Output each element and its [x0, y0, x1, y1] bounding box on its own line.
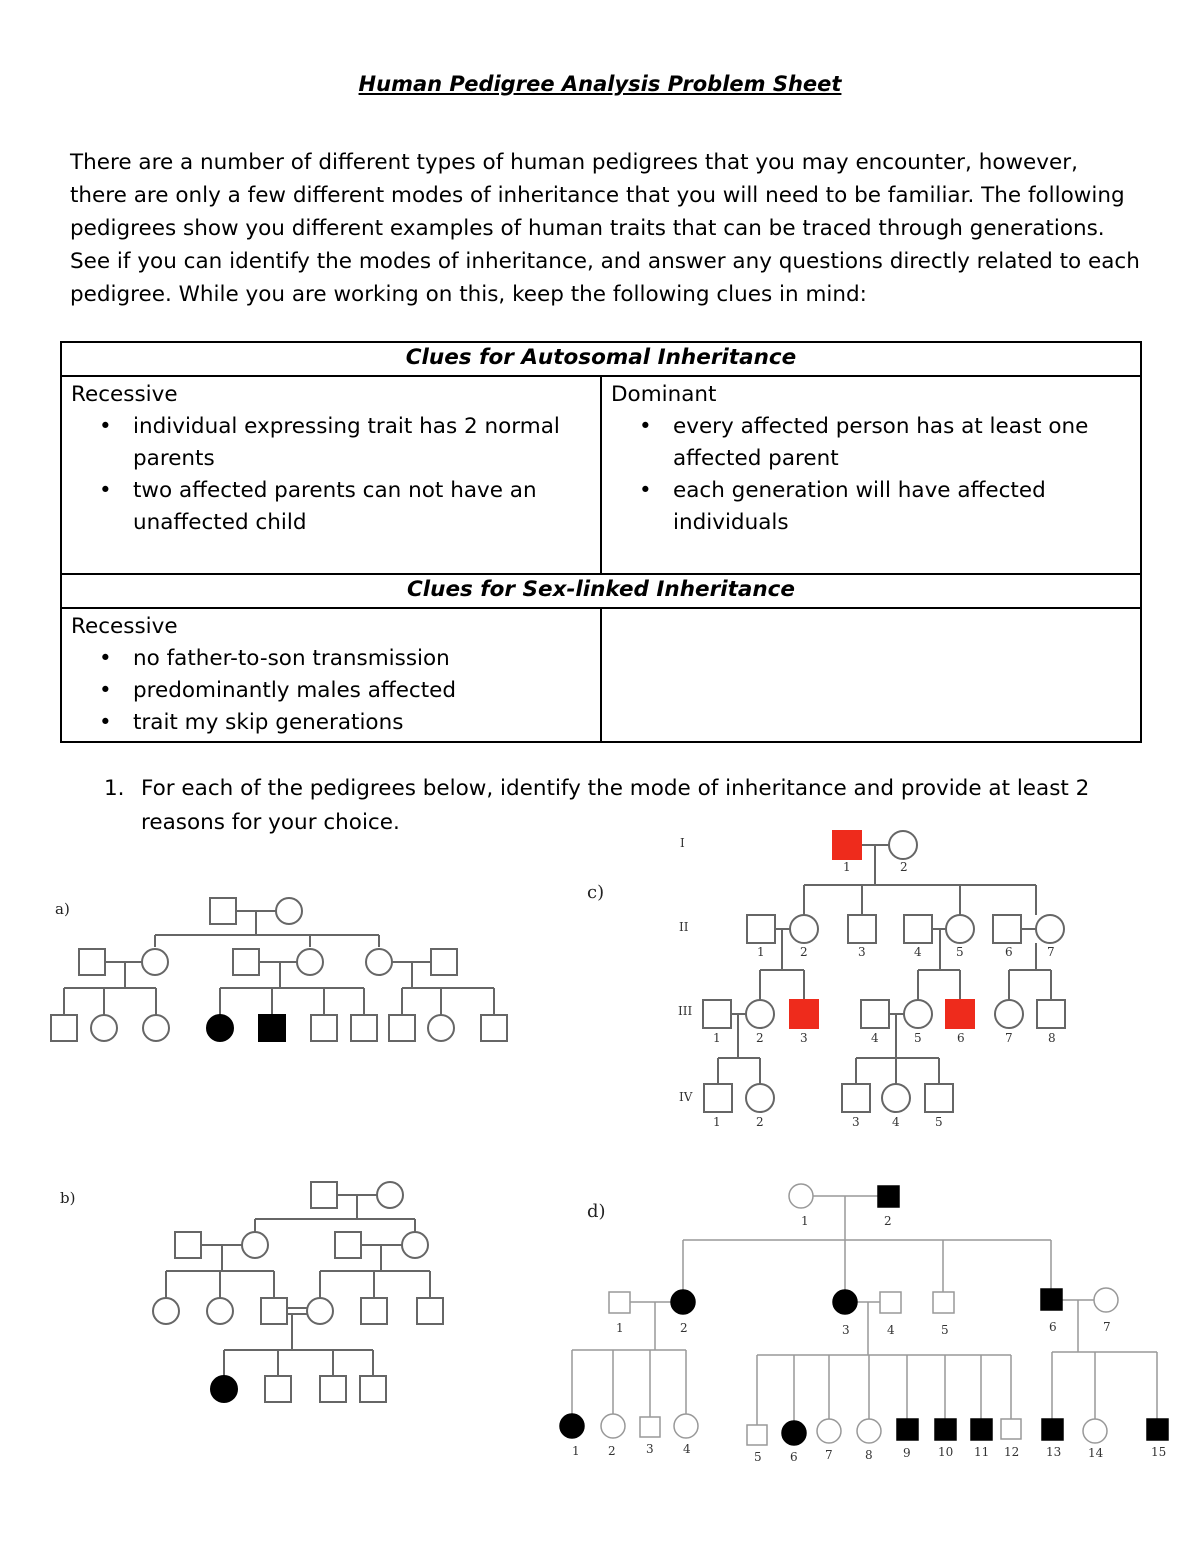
question-text: For each of the pedigrees below, identify the mode of inheritance and provide at least 2 reasons for your choice.	[141, 776, 1090, 835]
autosomal-heading: Clues for Autosomal Inheritance	[61, 342, 1141, 376]
svg-text:3: 3	[842, 1323, 850, 1337]
svg-text:3: 3	[800, 1031, 808, 1045]
pedigree-a	[51, 898, 507, 1041]
svg-text:6: 6	[790, 1450, 798, 1464]
generation-label: III	[678, 1004, 693, 1018]
svg-text:8: 8	[865, 1448, 873, 1462]
svg-text:2: 2	[608, 1444, 616, 1458]
list-item: • trait my skip generations	[133, 707, 591, 739]
svg-text:5: 5	[935, 1115, 943, 1129]
svg-text:6: 6	[1049, 1320, 1057, 1334]
pedigree-d-label: d)	[587, 1201, 606, 1222]
svg-text:1: 1	[713, 1115, 721, 1129]
svg-text:7: 7	[825, 1448, 833, 1462]
svg-text:3: 3	[646, 1442, 654, 1456]
sexlinked-heading: Clues for Sex-linked Inheritance	[61, 574, 1141, 608]
list-item: • each generation will have affected individuals	[673, 475, 1131, 539]
svg-text:1: 1	[843, 860, 851, 874]
svg-text:5: 5	[914, 1031, 922, 1045]
svg-text:11: 11	[974, 1445, 990, 1459]
list-item: • two affected parents can not have an unaffected child	[133, 475, 591, 539]
generation-label: I	[680, 836, 685, 850]
svg-text:7: 7	[1005, 1031, 1013, 1045]
list-item: • no father-to-son transmission	[133, 643, 591, 675]
svg-text:1: 1	[572, 1444, 580, 1458]
svg-text:6: 6	[957, 1031, 965, 1045]
svg-text:2: 2	[900, 860, 908, 874]
svg-text:15: 15	[1151, 1445, 1167, 1459]
svg-text:2: 2	[884, 1214, 892, 1228]
svg-text:7: 7	[1103, 1320, 1111, 1334]
svg-text:4: 4	[683, 1442, 691, 1456]
svg-text:9: 9	[903, 1446, 911, 1460]
list-item: • every affected person has at least one affected parent	[673, 411, 1131, 475]
generation-label: II	[679, 920, 689, 934]
svg-text:1: 1	[616, 1321, 624, 1335]
svg-text:4: 4	[887, 1323, 895, 1337]
pedigree-b	[153, 1182, 443, 1402]
pedigree-c-label: c)	[587, 882, 605, 903]
svg-text:1: 1	[801, 1214, 809, 1228]
autosomal-dominant-label: Dominant	[611, 382, 717, 407]
svg-text:3: 3	[852, 1115, 860, 1129]
svg-text:2: 2	[800, 945, 808, 959]
svg-text:6: 6	[1005, 945, 1013, 959]
svg-text:3: 3	[858, 945, 866, 959]
generation-label: IV	[679, 1090, 693, 1104]
svg-text:4: 4	[871, 1031, 879, 1045]
svg-text:1: 1	[713, 1031, 721, 1045]
page-title: Human Pedigree Analysis Problem Sheet	[358, 72, 842, 96]
svg-text:8: 8	[1048, 1031, 1056, 1045]
question-number: 1.	[104, 776, 125, 801]
svg-text:2: 2	[756, 1115, 764, 1129]
svg-text:2: 2	[756, 1031, 764, 1045]
svg-text:13: 13	[1046, 1445, 1062, 1459]
svg-text:4: 4	[914, 945, 922, 959]
pedigree-b-label: b)	[60, 1189, 76, 1207]
list-item: • predominantly males affected	[133, 675, 591, 707]
intro-paragraph: There are a number of different types of human pedigrees that you may encounter, however, there are only a few different modes of inheritance that you will need to be familiar. The following pedigrees show you different examples of human traits that can be traced through generations. See if you can identify the modes of inheritance, and answer any questions directly related to each pedigree. While you are working on this, keep the following clues in mind:	[70, 150, 1140, 307]
autosomal-recessive-label: Recessive	[71, 382, 178, 407]
svg-text:12: 12	[1004, 1445, 1020, 1459]
svg-text:5: 5	[941, 1323, 949, 1337]
svg-text:5: 5	[956, 945, 964, 959]
list-item: • individual expressing trait has 2 normal parents	[133, 411, 591, 475]
svg-text:14: 14	[1088, 1446, 1104, 1460]
pedigree-a-label: a)	[55, 900, 70, 918]
pedigree-d	[560, 1184, 1168, 1445]
sexlinked-recessive-label: Recessive	[71, 614, 178, 639]
svg-text:4: 4	[892, 1115, 900, 1129]
svg-text:1: 1	[757, 945, 765, 959]
svg-text:7: 7	[1047, 945, 1055, 959]
svg-text:5: 5	[754, 1450, 762, 1464]
svg-text:2: 2	[680, 1321, 688, 1335]
pedigree-c	[703, 831, 1065, 1112]
svg-text:10: 10	[938, 1445, 954, 1459]
